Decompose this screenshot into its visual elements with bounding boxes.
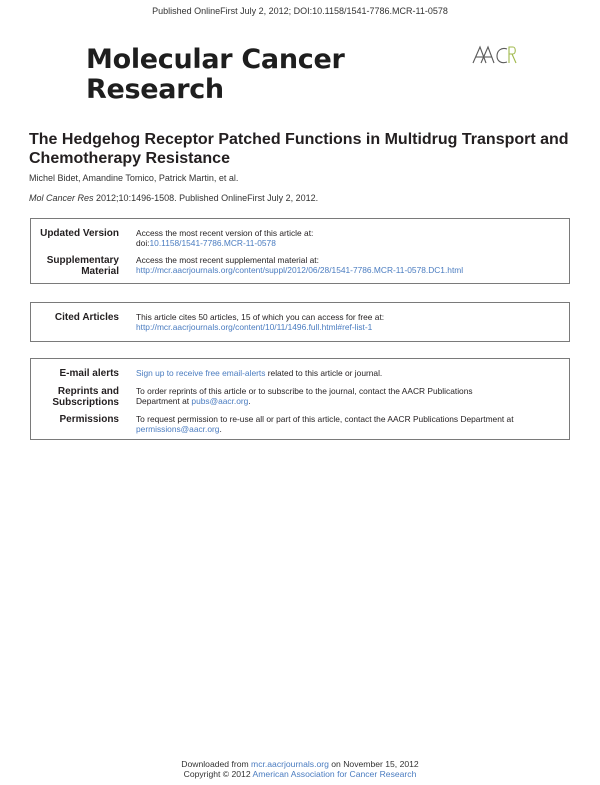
reprints-text-line2	[136, 396, 566, 406]
permissions-period: .	[219, 424, 222, 434]
reprints-email-link[interactable]: pubs@aacr.org	[191, 396, 249, 406]
reprints-label-line2: Subscriptions	[52, 397, 119, 408]
services-box	[30, 358, 570, 440]
updated-version-doi	[136, 238, 566, 248]
reprints-label	[52, 386, 119, 408]
updated-version-text: Access the most recent version of this article at:	[136, 228, 314, 238]
downloaded-line	[0, 759, 600, 769]
email-alerts-content	[136, 368, 566, 378]
downloaded-link[interactable]: mcr.aacrjournals.org	[251, 759, 329, 769]
aacr-link[interactable]: American Association for Cancer Research	[252, 769, 417, 779]
supplementary-label-line1: Supplementary	[46, 255, 119, 266]
cited-articles-link[interactable]: http://mcr.aacrjournals.org/content/10/11/1496.full.html#ref-list-1	[136, 322, 373, 332]
reprints-content	[136, 386, 566, 406]
version-info-box	[30, 218, 570, 284]
article-title: The Hedgehog Receptor Patched Functions in Multidrug Transport and Chemotherapy Resistance	[29, 131, 569, 167]
permissions-label: Permissions	[59, 414, 119, 425]
reprints-period: .	[248, 396, 251, 406]
doi-prefix: doi:	[136, 238, 150, 248]
downloaded-date: on November 15, 2012	[328, 759, 419, 769]
reprints-text: To order reprints of this article or to subscribe to the journal, contact the AACR Publications	[136, 386, 473, 396]
permissions-text: To request permission to re-use all or part of this article, contact the AACR Publications Department at	[136, 414, 514, 424]
updated-version-content	[136, 228, 566, 248]
cited-articles-label: Cited Articles	[54, 312, 119, 323]
authors: Michel Bidet, Amandine Tomico, Patrick Martin, et al.	[29, 173, 239, 183]
supplementary-link[interactable]: http://mcr.aacrjournals.org/content/suppl/2012/06/28/1541-7786.MCR-11-0578.DC1.html	[136, 265, 464, 275]
email-alerts-text: related to this article or journal.	[265, 368, 383, 378]
citation-journal: Mol Cancer Res	[29, 193, 94, 203]
downloaded-prefix: Downloaded from	[181, 759, 252, 769]
journal-title-line1: Molecular Cancer	[86, 44, 345, 75]
aacr-logo	[471, 44, 517, 66]
copyright-line	[0, 769, 600, 779]
permissions-text-line2	[136, 424, 566, 434]
cited-articles-text: This article cites 50 articles, 15 of which you can access for free at:	[136, 312, 385, 322]
email-alerts-link[interactable]: Sign up to receive free email-alerts	[136, 368, 266, 378]
cited-articles-content	[136, 312, 566, 332]
published-line: Published OnlineFirst July 2, 2012; DOI:10.1158/1541-7786.MCR-11-0578	[152, 6, 448, 16]
reprints-label-line1: Reprints and	[57, 386, 119, 397]
citation-details: 2012;10:1496-1508. Published OnlineFirst July 2, 2012.	[93, 193, 319, 203]
supplementary-label-line2: Material	[81, 266, 119, 277]
updated-version-label: Updated Version	[40, 228, 119, 239]
supplementary-label	[47, 255, 119, 277]
reprints-department: Department at	[136, 396, 192, 406]
email-alerts-label: E-mail alerts	[59, 368, 119, 379]
doi-link[interactable]: 10.1158/1541-7786.MCR-11-0578	[149, 238, 276, 248]
journal-title-line2: Research	[86, 74, 224, 105]
journal-title	[86, 45, 345, 105]
permissions-email-link[interactable]: permissions@aacr.org	[136, 424, 220, 434]
permissions-content	[136, 414, 566, 434]
supplementary-text: Access the most recent supplemental material at:	[136, 255, 319, 265]
cited-articles-box	[30, 302, 570, 342]
supplementary-content	[136, 255, 566, 275]
copyright-prefix: Copyright © 2012	[183, 769, 253, 779]
citation	[29, 193, 318, 203]
